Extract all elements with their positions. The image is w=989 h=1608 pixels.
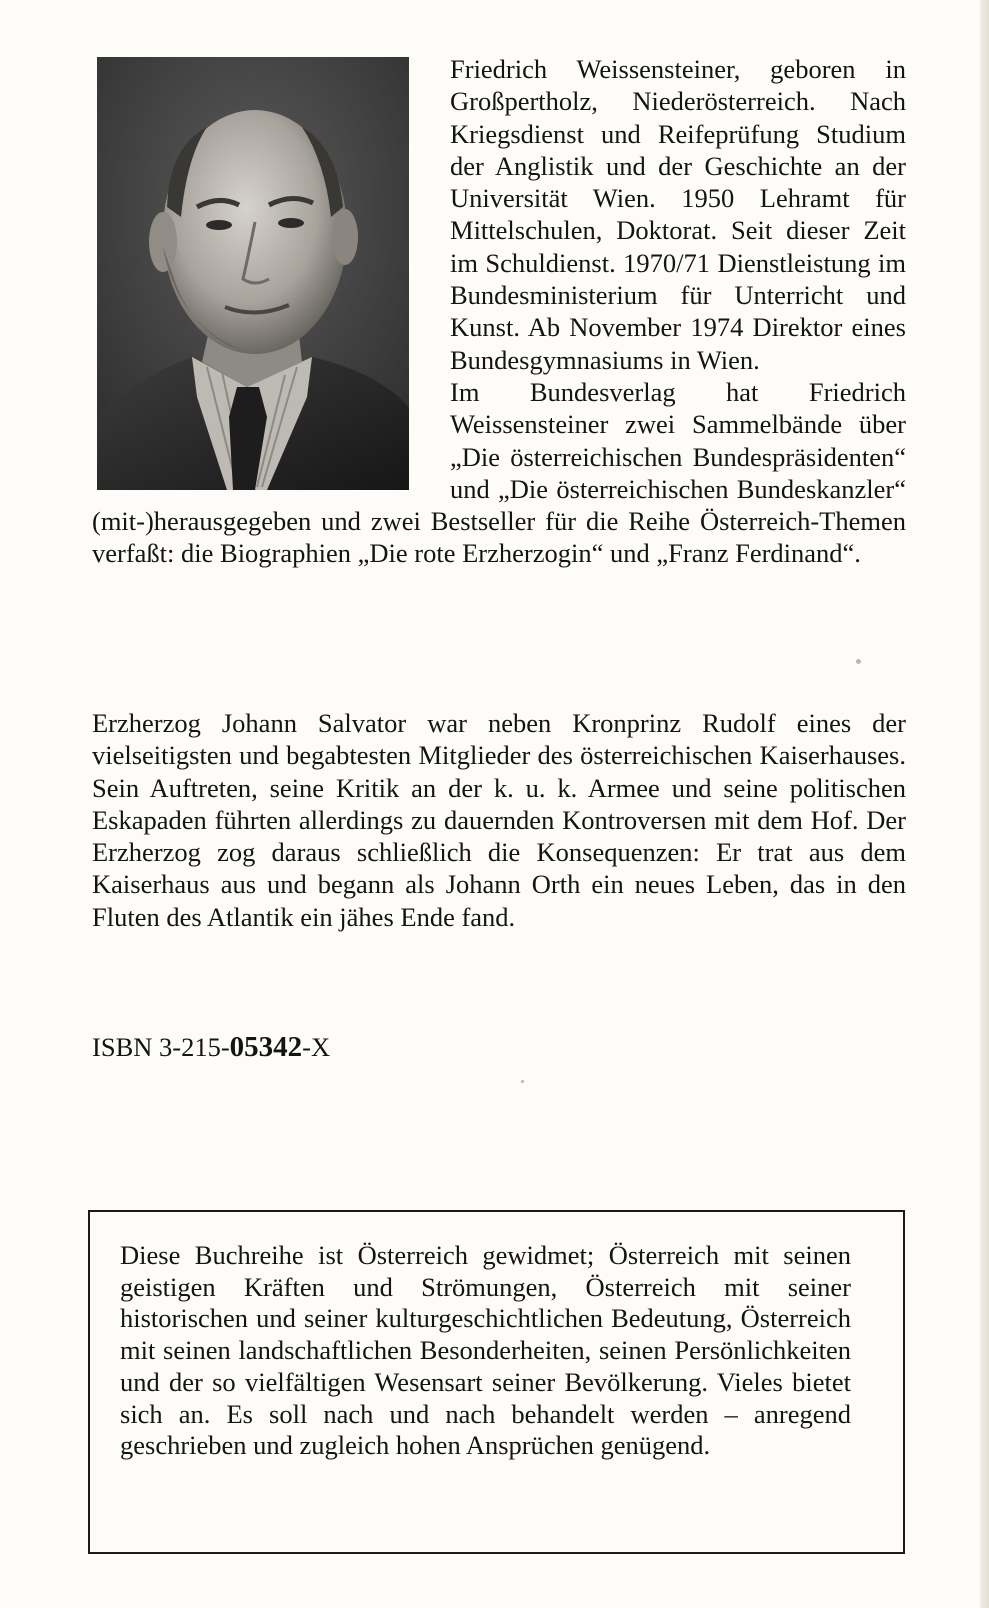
book-summary [92,707,906,933]
paper-speck [856,659,861,664]
author-bio-paragraph-1: Friedrich Weissensteiner, geboren in Großpertholz, Niederösterreich. Nach Kriegsdienst und Reifeprüfung Studium der Anglistik und der Geschichte an der Universität Wien. 1950 Lehramt für Mittelschulen, Doktorat. Seit dieser Zeit im Schuldienst. 1970/71 Dienstleistung im Bundesministerium für Unterricht und Kunst. Ab November 1974 Direktor eines Bundesgymnasiums in Wien. [450,54,906,375]
portrait-spacer [92,53,450,498]
isbn-prefix: ISBN 3-215- [92,1032,230,1062]
author-bio-paragraph-2: Im Bundesverlag hat Friedrich Weissensteiner zwei Sammelbände über „Die österreichischen Bundespräsidenten“ und „Die österreichischen Bundeskanzler“ (mit-)herausgegeben und zwei Bestseller für die Reihe Österreich-Themen verfaßt: die Biographien „Die rote Erzherzogin“ und „Franz Ferdinand“. [92,376,906,569]
isbn [92,1031,330,1063]
book-summary-text: Erzherzog Johann Salvator war neben Kronprinz Rudolf eines der vielseitigsten und begabtesten Mitglieder des österreichischen Kaiserhauses. Sein Auftreten, seine Kritik an der k. u. k. Armee und seine politischen Eskapaden führten allerdings zu dauernden Kontroversen mit dem Hof. Der Erzherzog zog daraus schließlich die Konsequenzen: Er trat aus dem Kaiserhaus aus und begann als Johann Orth ein neues Leben, das in den Fluten des Atlantik ein jähes Ende fand. [92,708,906,932]
paper-speck [521,1080,524,1083]
page-edge-shadow [980,0,989,1608]
isbn-suffix: -X [302,1032,331,1062]
author-bio [92,53,906,570]
series-note-text: Diese Buchreihe ist Österreich gewidmet; Österreich mit seinen geistigen Kräften und Strömungen, Österreich mit seiner historischen und seiner kulturgeschichtlichen Bedeutung, Österreich mit seinen landschaftlichen Besonderheiten, seinen Persönlichkeiten und der so vielfältigen Wesensart seiner Bevölkerung. Vieles bietet sich an. Es soll nach und nach behandelt werden – anregend geschrieben und zugleich hohen Ansprüchen genügend. [120,1240,851,1461]
isbn-bold-number: 05342 [229,1031,303,1063]
series-note-box [88,1210,905,1554]
